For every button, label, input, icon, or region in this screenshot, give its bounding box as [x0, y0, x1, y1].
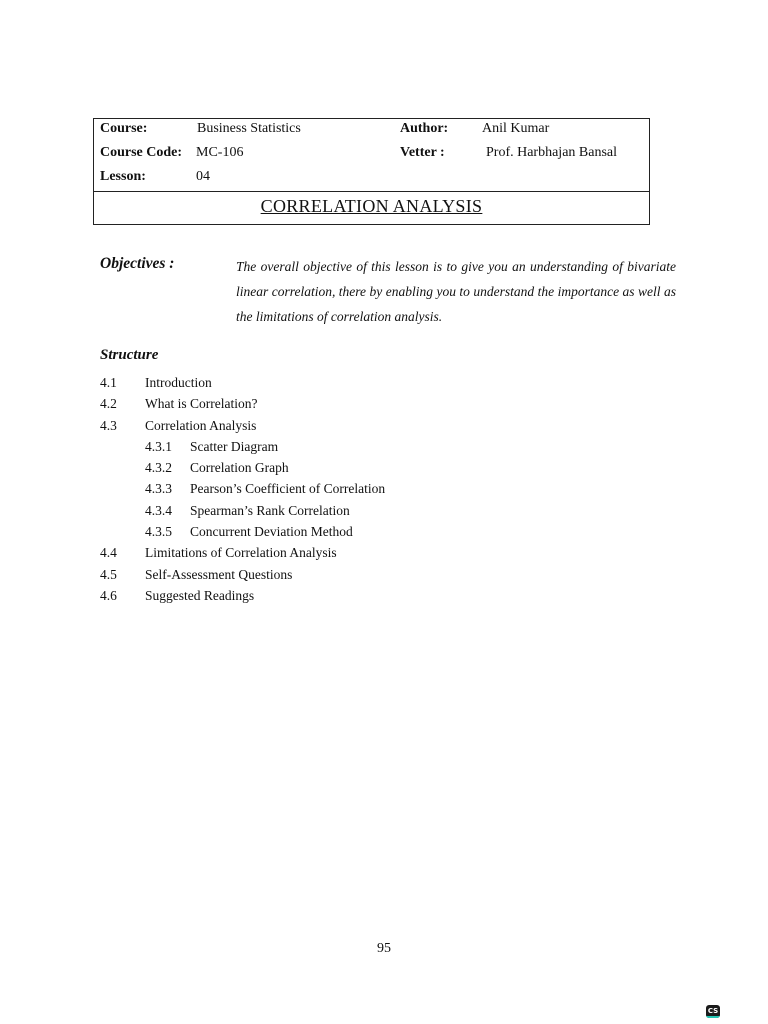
section-number: 4.4: [100, 545, 117, 561]
section-title: Self-Assessment Questions: [145, 566, 293, 582]
author-label: Author:: [400, 121, 449, 136]
lesson-title: CORRELATION ANALYSIS: [260, 196, 483, 216]
section-title: Introduction: [145, 375, 212, 390]
subsection-number: 4.3.5: [145, 524, 172, 540]
section-title: Suggested Readings: [145, 587, 255, 603]
lesson-value: 04: [196, 169, 210, 184]
subsection-title: Concurrent Deviation Method: [190, 524, 353, 540]
subsection-title: Spearman’s Rank Correlation: [190, 502, 350, 518]
subsection-number: 4.3.4: [145, 502, 172, 518]
page-number: 95: [377, 941, 391, 956]
course-info-box: [93, 118, 650, 225]
subsection-number: 4.3.3: [145, 481, 172, 497]
subsection-number: 4.3.1: [145, 438, 172, 454]
course-code-label: Course Code:: [100, 145, 183, 160]
section-number: 4.1: [100, 375, 117, 390]
section-number: 4.5: [100, 566, 117, 582]
section-title: Limitations of Correlation Analysis: [145, 545, 337, 561]
author-value: Anil Kumar: [482, 121, 550, 136]
section-title: What is Correlation?: [145, 396, 258, 412]
objectives-label: Objectives :: [100, 255, 175, 272]
header-divider: [94, 191, 649, 192]
course-value: Business Statistics: [197, 121, 301, 136]
section-number: 4.3: [100, 417, 117, 433]
course-code-value: MC-106: [196, 145, 244, 160]
vetter-label: Vetter :: [400, 145, 445, 160]
lesson-label: Lesson:: [100, 169, 146, 184]
subsection-number: 4.3.2: [145, 460, 172, 476]
section-number: 4.2: [100, 396, 117, 412]
subsection-title: Pearson’s Coefficient of Correlation: [190, 481, 386, 497]
vetter-value: Prof. Harbhajan Bansal: [486, 145, 618, 160]
subsection-title: Correlation Graph: [190, 460, 289, 476]
section-number: 4.6: [100, 587, 117, 603]
objectives-text: The overall objective of this lesson is to give you an understanding of bivariate linear correlation, there by enabling you to understand the importance as well as the limitations of correlation analysis.: [236, 259, 676, 324]
course-label: Course:: [100, 121, 148, 136]
camscanner-logo-icon: CS: [706, 1005, 720, 1018]
structure-heading: Structure: [100, 347, 159, 363]
section-title: Correlation Analysis: [145, 417, 257, 433]
subsection-title: Scatter Diagram: [190, 438, 279, 454]
